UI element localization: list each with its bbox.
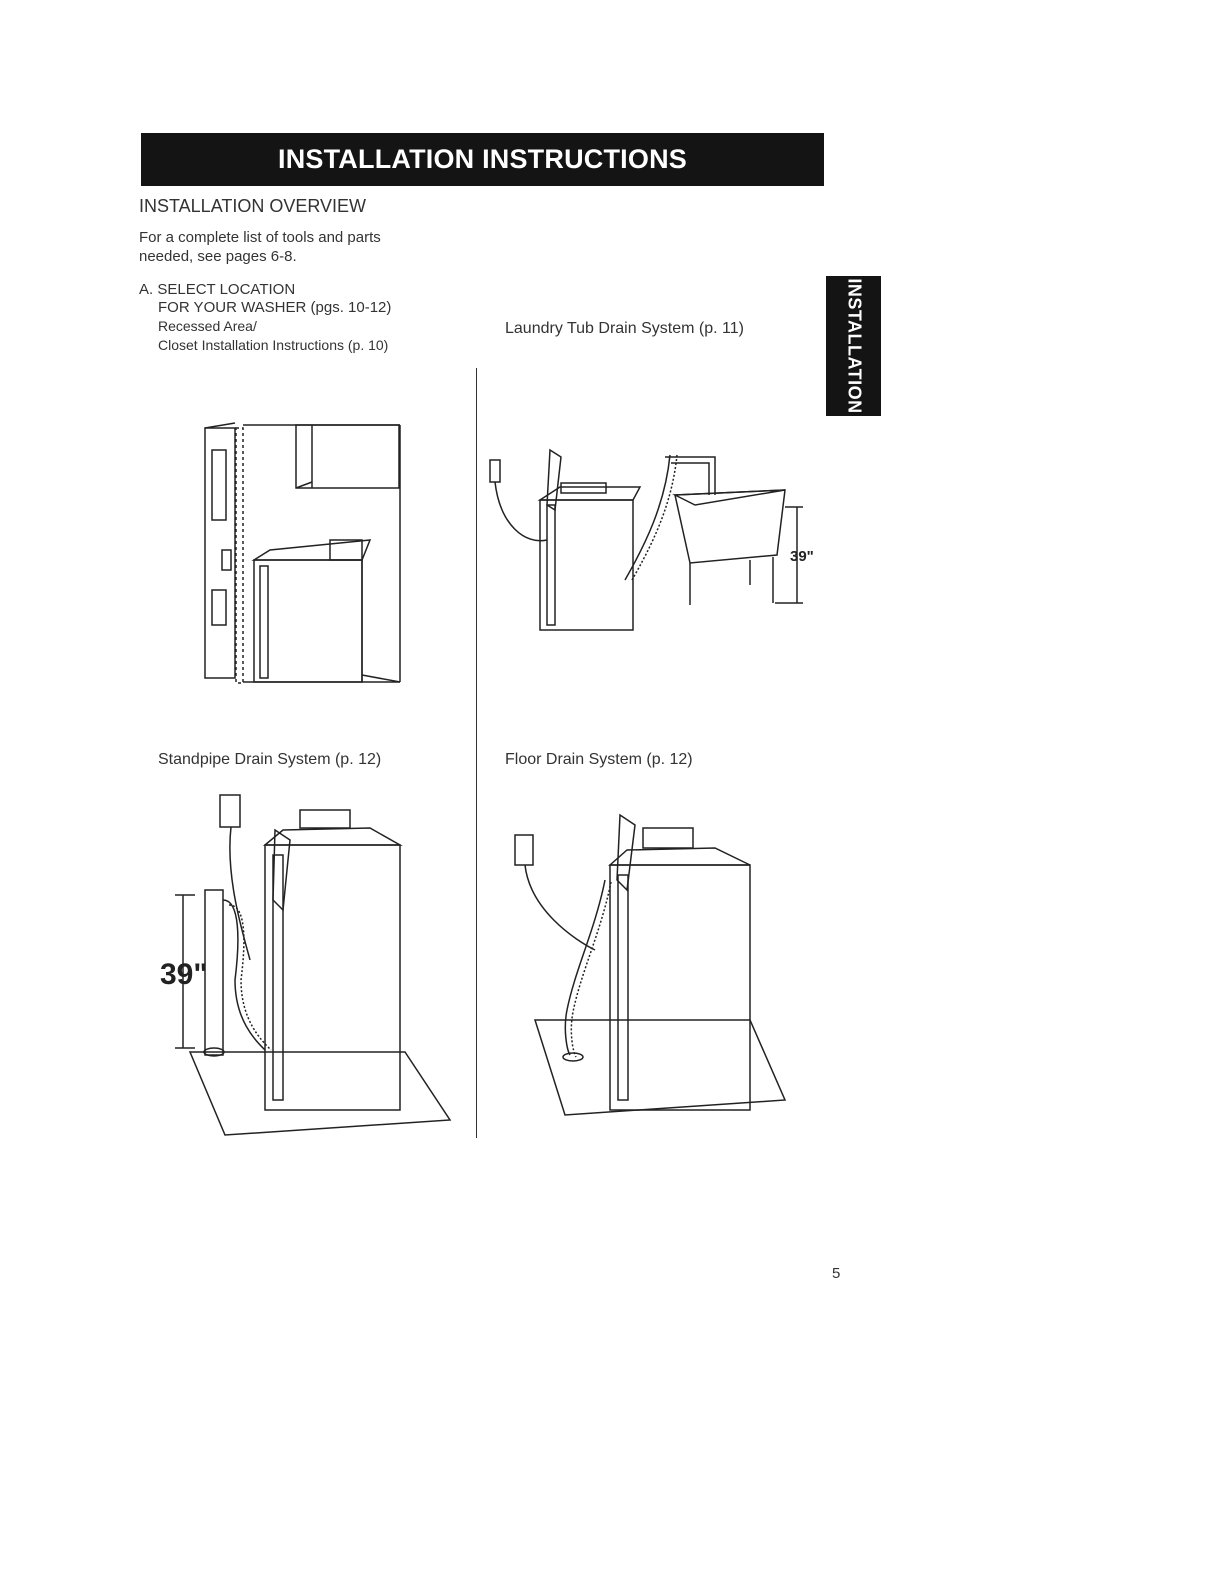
caption-standpipe: Standpipe Drain System (p. 12) (158, 751, 382, 768)
select-location-title: A. SELECT LOCATION (139, 281, 296, 298)
column-divider (476, 368, 477, 1138)
laundry-tub-illustration (485, 445, 810, 640)
caption-laundry-tub: Laundry Tub Drain System (p. 11) (505, 320, 744, 337)
select-location-subtitle: FOR YOUR WASHER (pgs. 10-12) (158, 299, 392, 316)
overview-heading: INSTALLATION OVERVIEW (139, 196, 367, 216)
recessed-closet-illustration (200, 420, 405, 690)
standpipe-height-label: 39" (160, 958, 208, 991)
section-side-tab (826, 276, 881, 416)
select-location-closet: Closet Installation Instructions (p. 10) (158, 337, 389, 353)
select-location-recessed: Recessed Area/ (158, 318, 257, 334)
overview-intro (139, 228, 381, 266)
overview-intro-line1: For a complete list of tools and parts (139, 229, 381, 246)
section-side-tab-label: INSTALLATION (844, 278, 864, 414)
page-header-title: INSTALLATION INSTRUCTIONS (278, 144, 687, 174)
floor-drain-illustration (505, 810, 790, 1130)
page-header-banner (141, 133, 824, 186)
overview-intro-line2: needed, see pages 6-8. (139, 248, 297, 265)
caption-floor-drain: Floor Drain System (p. 12) (505, 751, 693, 768)
standpipe-illustration (165, 790, 455, 1140)
laundry-tub-height-label: 39" (790, 548, 814, 565)
page-number: 5 (832, 1265, 841, 1282)
